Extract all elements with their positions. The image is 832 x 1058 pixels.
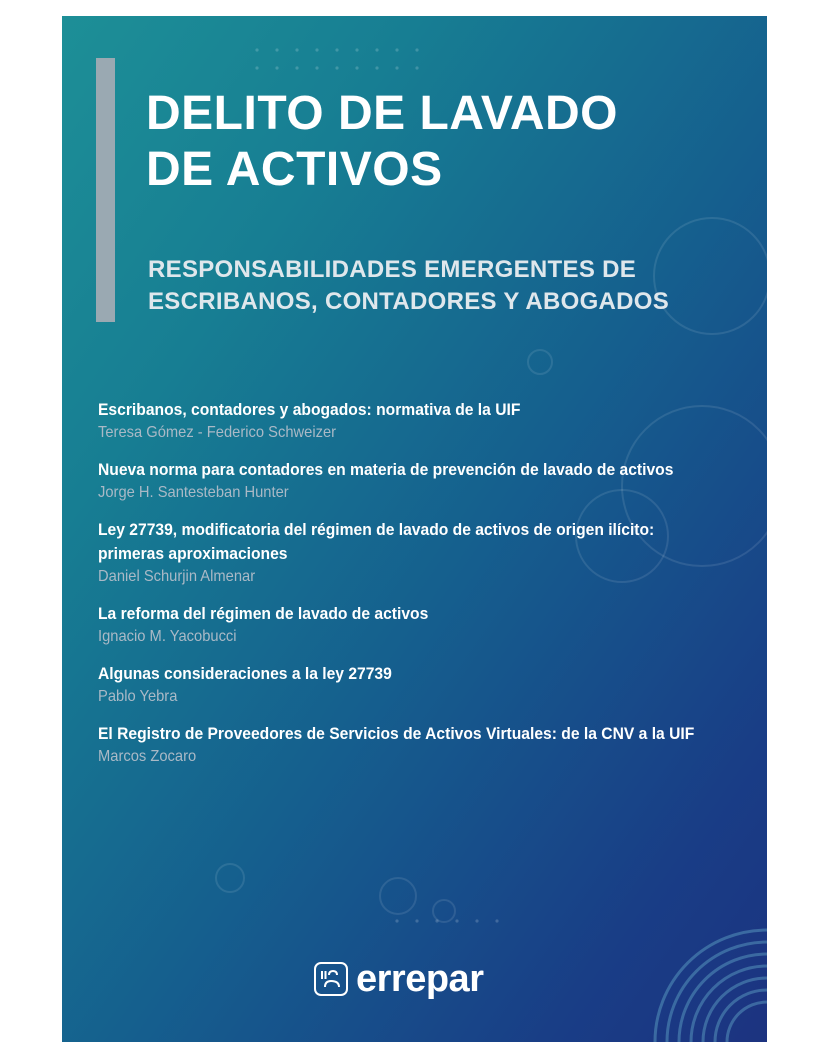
book-title-line: DELITO DE LAVADO — [146, 87, 619, 140]
book-cover — [62, 16, 767, 1042]
publisher-logo — [314, 956, 483, 1002]
contents-entry-title: Nueva norma para contadores en materia de prevención de lavado de activos — [98, 460, 674, 479]
contents-entry — [98, 602, 748, 648]
errepar-logo-icon — [314, 962, 348, 996]
contents-entry-author: Pablo Yebra — [98, 688, 178, 705]
contents-entry-title: Ley 27739, modificatoria del régimen de lavado de activos de origen ilícito: — [98, 520, 655, 539]
publisher-name: errepar — [356, 958, 484, 1000]
accent-bar — [96, 58, 115, 322]
contents-entry-author: Marcos Zocaro — [98, 748, 197, 765]
contents-entry-title: Algunas consideraciones a la ley 27739 — [98, 664, 392, 683]
contents-entry-title: primeras aproximaciones — [98, 544, 288, 563]
book-subtitle-line: ESCRIBANOS, CONTADORES Y ABOGADOS — [148, 288, 670, 315]
contents-entry-author: Teresa Gómez - Federico Schweizer — [98, 424, 337, 441]
book-subtitle-line: RESPONSABILIDADES EMERGENTES DE — [148, 256, 637, 283]
contents-entry — [98, 458, 748, 504]
table-of-contents — [98, 398, 748, 782]
contents-entry-author: Ignacio M. Yacobucci — [98, 628, 237, 645]
book-title — [146, 86, 746, 198]
contents-entry — [98, 662, 748, 708]
contents-entry-title: Escribanos, contadores y abogados: normativa de la UIF — [98, 400, 521, 419]
contents-entry — [98, 518, 748, 588]
contents-entry-title: La reforma del régimen de lavado de activos — [98, 604, 429, 623]
contents-entry-author: Jorge H. Santesteban Hunter — [98, 484, 289, 501]
contents-entry — [98, 722, 748, 768]
contents-entry — [98, 398, 748, 444]
book-subtitle — [148, 254, 748, 318]
contents-entry-author: Daniel Schurjin Almenar — [98, 568, 256, 585]
contents-entry-title: El Registro de Proveedores de Servicios de Activos Virtuales: de la CNV a la UIF — [98, 724, 695, 743]
book-title-line: DE ACTIVOS — [146, 143, 443, 196]
